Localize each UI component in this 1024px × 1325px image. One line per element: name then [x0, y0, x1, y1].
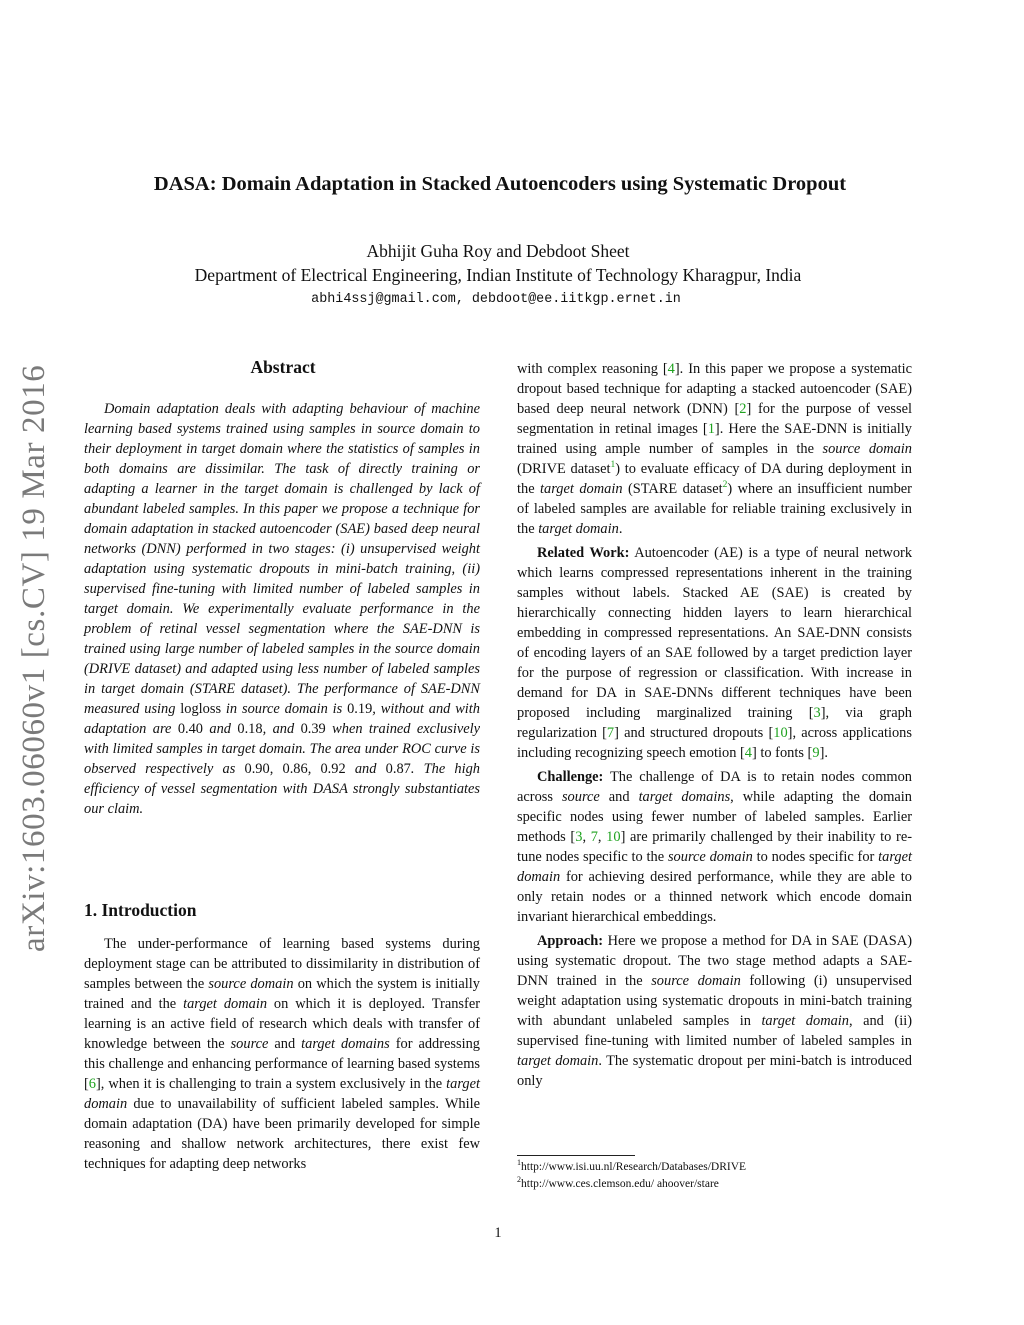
citation-link[interactable]: 1	[707, 421, 715, 437]
introduction-heading: 1. Introduction	[84, 900, 197, 920]
citation-link[interactable]: 7	[606, 725, 615, 741]
footnote-url[interactable]: http://www.isi.uu.nl/Research/Databases/DRIVE	[521, 1161, 747, 1173]
abstract-heading: Abstract	[250, 357, 316, 377]
page-number: 1	[494, 1225, 502, 1241]
citation-link[interactable]: 2	[739, 401, 747, 417]
introduction-body: The under-performance of learning based systems during deployment stage can be attributed to dissimilarity in distribution of samples between the source domain on which the system is initially trained and the target domain on which it is deployed. Transfer learning is an active field of research which deals with transfer of knowledge between the source and target domains for addressing this challenge and enhancing performance of learning based systems [6], when it is challenging to train a system exclusively in the target domain due to unavailability of sufficient labeled samples. While domain adaptation (DA) have been primarily developed for simple reasoning and shallow network architectures, there exist few techniques for adapting deep networks	[84, 936, 480, 1172]
citation-link[interactable]: 10	[773, 725, 788, 741]
citation-link[interactable]: 4	[744, 745, 752, 761]
authors: Abhijit Guha Roy and Debdoot Sheet	[366, 241, 630, 261]
paragraph-approach: Approach: Here we propose a method for DA in SAE (DASA) using systematic dropout. The two stage method adapts a SAE-DNN trained in the source domain following (i) unsupervised weight adaptation using systematic dropouts in mini-batch training with abundant unlabeled samples in target domain, and (ii) supervised fine-tuning with limited number of labeled samples in target domain. The systematic dropout per mini-batch is introduced only	[517, 933, 912, 1089]
citation-link[interactable]: 9	[812, 745, 820, 761]
footnote-url[interactable]: http://www.ces.clemson.edu/ ahoover/stare	[521, 1178, 719, 1190]
citation-link[interactable]: 10	[606, 829, 621, 845]
paragraph-related-work: Related Work: Autoencoder (AE) is a type of neural network which learns compressed representations inherent in the training samples without labels. Stacked AE (SAE) is created by hierarchically connecting hidden layers to learn hierarchical embedding in compressed representations. An SAE-DNN consists of encoding layers of an SAE followed by a target prediction layer for the purpose of regression or classification. With increase in demand for DA in SAE-DNNs different techniques have been proposed including marginalized training [3], via graph regularization [7] and structured dropouts [10], across applications including recognizing speech emotion [4] to fonts [9].	[517, 545, 913, 761]
footnote-divider	[517, 1155, 635, 1156]
arxiv-identifier: arXiv:1603.06060v1 [cs.CV] 19 Mar 2016	[16, 364, 52, 952]
abstract-body: Domain adaptation deals with adapting behaviour of machine learning based systems trained using samples in source domain to their deployment in target domain where the statistics of samples in both domains are dissimilar. The task of directly training or adapting a learner in the target domain is challenged by lack of abundant labeled samples. In this paper we propose a technique for domain adaptation in stacked autoencoder (SAE) based deep neural networks (DNN) performed in two stages: (i) unsupervised weight adaptation using systematic dropouts in mini-batch training, (ii) supervised fine-tuning with limited number of labeled samples in target domain. We experimentally evaluate performance in the problem of retinal vessel segmentation where the SAE-DNN is trained using large number of labeled samples in the source domain (DRIVE dataset) and adapted using less number of labeled samples in target domain (STARE dataset). The performance of SAE-DNN measured using logloss in source domain is 0.19, without and with adaptation are 0.40 and 0.18, and 0.39 when trained exclusively with limited samples in target domain. The area under ROC curve is observed respectively as 0.90, 0.86, 0.92 and 0.87. The high efficiency of vessel segmentation with DASA strongly substantiates our claim.	[84, 401, 481, 817]
right-column	[517, 359, 912, 1095]
citation-link[interactable]: 4	[667, 361, 675, 377]
footnote-link[interactable]: 2	[722, 480, 728, 491]
author-emails: abhi4ssj@gmail.com, debdoot@ee.iitkgp.ernet.in	[311, 292, 681, 307]
paragraph-continuation: with complex reasoning [4]. In this paper we propose a systematic dropout based technique for adapting a stacked autoencoder (SAE) based deep neural network (DNN) [2] for the purpose of vessel segmentation in retinal images [1]. Here the SAE-DNN is initially trained using ample number of samples in the source domain (DRIVE dataset$^1$) to evaluate efficacy of DA during deployment in the target domain (STARE dataset$^2$) where an insufficient number of labeled samples are available for reliable training exclusively in the target domain.	[517, 361, 912, 537]
footnote-item: $^2$http://www.ces.clemson.edu/ ahoover/stare	[517, 1175, 719, 1190]
paragraph-challenge: Challenge: The challenge of DA is to retain nodes common across source and target domains, while adapting the domain specific nodes using fewer number of labeled samples. Earlier methods [3, 7, 10] are primarily challenged by their inability to re-tune nodes specific to the source domain to nodes specific for target domain for achieving desired performance, while they are able to only retain nodes or a thinned network which encode domain invariant hierarchical embeddings.	[517, 769, 912, 925]
citation-link[interactable]: 3	[575, 829, 583, 845]
footnotes	[517, 1159, 912, 1193]
citation-link[interactable]: 3	[813, 705, 821, 721]
citation-link[interactable]: 6	[88, 1076, 96, 1092]
paper-title: DASA: Domain Adaptation in Stacked Autoencoders using Systematic Dropout	[153, 173, 847, 195]
footnote-item: $^1$http://www.isi.uu.nl/Research/Databases/DRIVE	[517, 1158, 747, 1173]
footnote-link[interactable]: 1	[610, 460, 616, 471]
affiliation: Department of Electrical Engineering, Indian Institute of Technology Kharagpur, India	[194, 265, 802, 285]
citation-link[interactable]: 7	[590, 829, 598, 845]
